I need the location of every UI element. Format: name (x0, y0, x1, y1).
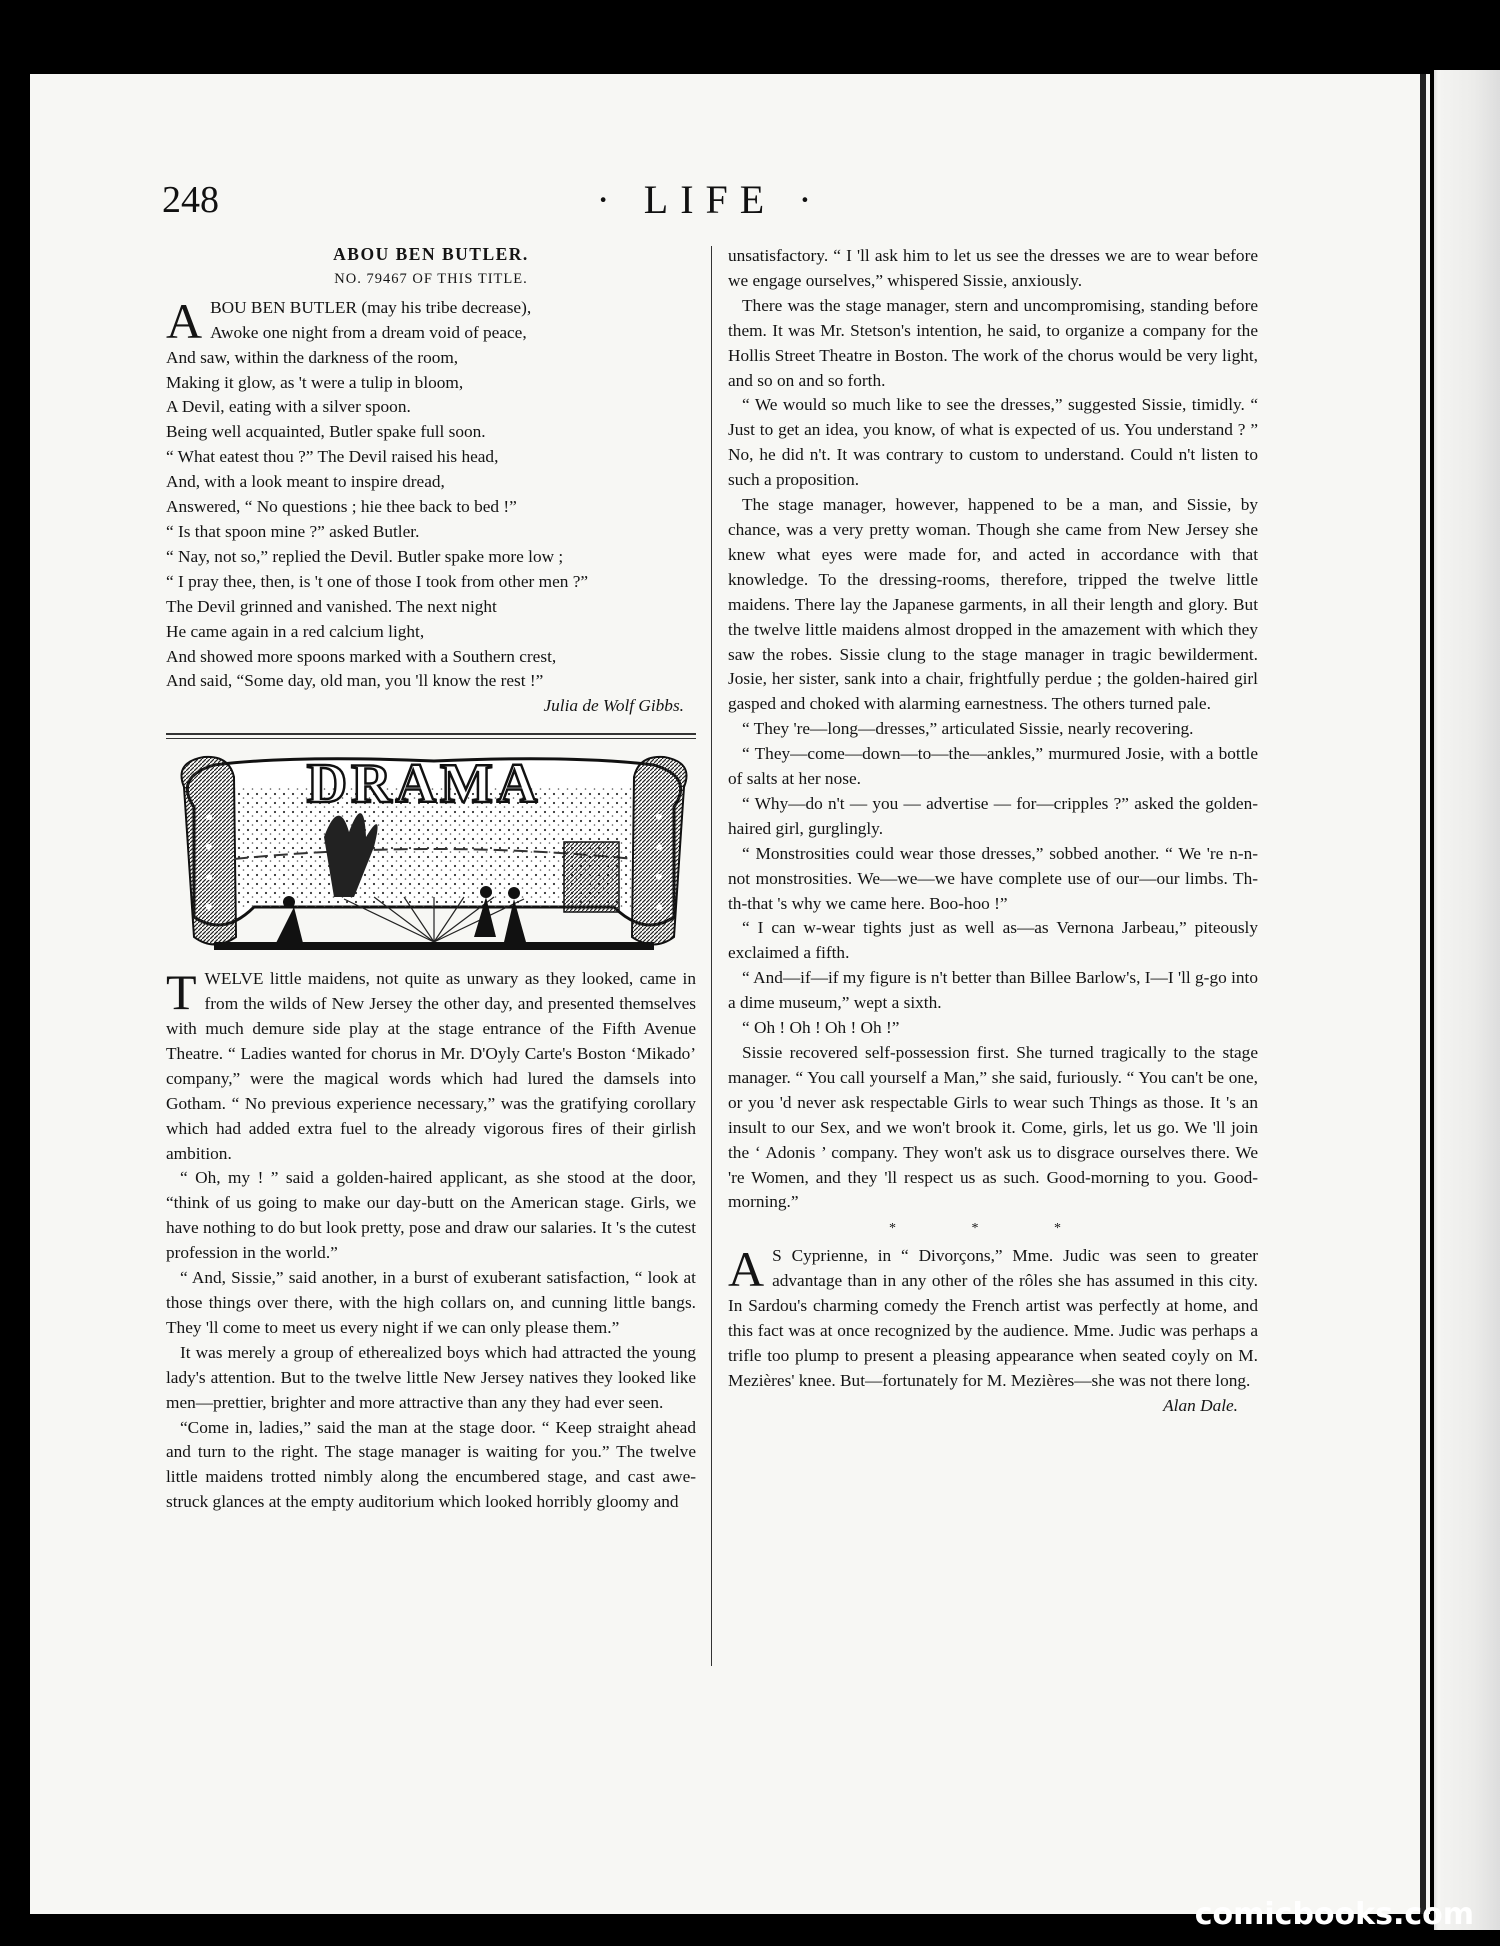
story-paragraph: “ We would so much like to see the dresses,” suggested Sissie, timidly. “ Just to get an idea, you know, of what is expected of us. You understand ? ” No, he did n't. It was contrary to custom to understand. Could n't listen to such a proposition. (728, 395, 1258, 490)
poem-line: Being well acquainted, Butler spake full soon. (166, 422, 486, 442)
story-first-paragraph: TWELVE little maidens, not quite as unwary as they looked, came in from the wilds of New Jersey the other day, and presented themselves with much demure side play at the stage entrance of the Fifth Avenue Theatre. “ Ladies wanted for chorus in Mr. D'Oyly Carte's Boston ‘Mikado’ company,” were the magical words which had lured the damsels into Gotham. “ No previous experience necessary,” was the gratifying corollary which had added extra fuel to the already vigorous fires of their girlish ambition. (166, 964, 696, 1163)
poem-line: “ Nay, not so,” replied the Devil. Butler spake more low ; (166, 546, 564, 566)
review-paragraph: A S Cyprienne, in “ Divorçons,” Mme. Judic was seen to greater advantage than in any other of the rôles she has assumed in this city. In Sardou's charming comedy the French artist was perfectly at home, and this fact was at once recognized by the audience. Mme. Judic was perhaps a trifle too plump to present a pleasing appearance when seated coyly on M. Mezières' knee. But—fortunately for M. Mezières—she was not there long. Alan Dale. (728, 1244, 1258, 1393)
review-author: Alan Dale. (1163, 1395, 1238, 1415)
poem-title: ABOU BEN BUTLER. (333, 244, 529, 264)
poem-drop-cap: A (166, 292, 203, 349)
poem-line: “ I pray thee, then, is 't one of those I took from other men ?” (166, 571, 589, 591)
review-drop-cap: A (728, 1241, 765, 1298)
story-paragraph: “ I can w-wear tights just as well as—as Vernona Jarbeau,” piteously exclaimed a fifth. (728, 918, 1258, 963)
story-paragraph: “ They 're—long—dresses,” articulated Sissie, nearly recovering. (742, 719, 1194, 739)
next-page-edge (1434, 70, 1500, 1930)
story-paragraph: The stage manager, however, happened to be a man, and Sissie, by chance, was a very pretty woman. Though she came from New Jersey she knew what eyes were made for, and acted in accordance with that knowledge. To the dressing-rooms, therefore, tripped the twelve little maidens. There lay the Japanese garments, in all their length and glory. But the twelve little maidens almost dropped in the amazement with which they saw the robes. Sissie clung to the stage manager in tragic bewilderment. Josie, her sister, sank into a chair, frightfully perdue ; the golden-haired girl gasped and choked with alarming earnestness. The others turned pale. (728, 495, 1258, 714)
right-column (728, 244, 1258, 1419)
story-paragraph: “ And—if—if my figure is n't better than Billee Barlow's, I—I 'll g-go into a dime museum,” wept a sixth. (728, 968, 1258, 1013)
poem-line: And saw, within the darkness of the room, (166, 347, 459, 367)
poem-first-line: ABOU BEN BUTLER (may his tribe decrease), (166, 292, 532, 349)
poem-line: The Devil grinned and vanished. The next night (166, 596, 497, 616)
masthead-title: · LIFE · (596, 177, 824, 222)
section-divider (166, 733, 696, 739)
story-paragraph: “ Why—do n't — you — advertise — for—cripples ?” asked the golden-haired girl, gurglingly. (728, 793, 1258, 838)
story-continuation: unsatisfactory. “ I 'll ask him to let us see the dresses we are to wear before we engage ourselves,” whispered Sissie, anxiously. (728, 246, 1258, 290)
story-paragraph: Sissie recovered self-possession first. She turned tragically to the stage manager. “ You call yourself a Man,” she said, furiously. “ You can't be one, or you 'd never ask respectable Girls to wear such Things as those. It 's an insult to our Sex, and we won't brook it. Come, girls, let us go. We 'll join the ‘ Adonis ’ company. They won't ask us to disgrace ourselves there. We 're Women, and they 'll respect us as such. Good-morning to you. Good-morning.” (728, 1043, 1258, 1212)
story-paragraph: It was merely a group of etherealized boys which had attracted the young lady's attention. But to the twelve little New Jersey natives they looked like men—prettier, brighter and more attractive than any they had ever seen. (166, 1342, 696, 1412)
page-edge-line (1420, 74, 1426, 1914)
story-paragraph: There was the stage manager, stern and uncompromising, standing before them. It was Mr. Stetson's intention, he said, to organize a company for the Hollis Street Theatre in Boston. The work of the chorus would be very light, and so on and so forth. (728, 295, 1258, 390)
poem-author: Julia de Wolf Gibbs. (543, 696, 684, 716)
poem-line: And, with a look meant to inspire dread, (166, 472, 445, 492)
story-paragraph: “ Oh ! Oh ! Oh ! Oh !” (742, 1018, 900, 1038)
poem-line: Making it glow, as 't were a tulip in bloom, (166, 372, 464, 392)
story-paragraph: “ And, Sissie,” said another, in a burst of exuberant satisfaction, “ look at those things over there, with the high collars on, and cunning little bangs. They 'll come to meet us every night if we can only please them.” (166, 1268, 696, 1337)
left-column (166, 242, 696, 1515)
story-paragraph: “ Oh, my ! ” said a golden-haired applicant, as she stood at the door, “think of us going to make our day-butt on the American stage. Girls, we have nothing to do but look pretty, pose and draw our salaries. It 's the cutest profession in the world.” (166, 1168, 696, 1263)
poem-subtitle: NO. 79467 OF THIS TITLE. (334, 270, 528, 287)
poem-line: He came again in a red calcium light, (166, 621, 425, 641)
drama-banner-illustration (174, 747, 694, 959)
story-drop-cap: T (166, 964, 197, 1021)
poem-line: “ Is that spoon mine ?” asked Butler. (166, 521, 420, 541)
story-paragraph: “ They—come—down—to—the—ankles,” murmured Josie, with a bottle of salts at her nose. (728, 744, 1258, 789)
column-divider (711, 246, 712, 1666)
story-paragraph: “ Monstrosities could wear those dresses,” sobbed another. “ We 're n-n-not monstrosities. We—we—we have complete use of our—our limbs. Th-th-that 's why we came here. Boo-hoo !” (728, 843, 1258, 913)
poem-line: Awoke one night from a dream void of peace, (210, 322, 527, 342)
watermark-logo: comicbooks.com (1194, 1897, 1474, 1932)
poem-line: And showed more spoons marked with a Southern crest, (166, 646, 557, 666)
poem-body (166, 292, 696, 695)
page-number: 248 (162, 179, 219, 221)
poem-line: Answered, “ No questions ; hie thee back to bed !” (166, 497, 517, 517)
poem-line: “ What eatest thou ?” The Devil raised his head, (166, 447, 499, 467)
poem-line: A Devil, eating with a silver spoon. (166, 397, 411, 417)
story-paragraph: “Come in, ladies,” said the man at the stage door. “ Keep straight ahead and turn to the right. The stage manager is waiting for you.” The twelve little maidens trotted nimbly along the encumbered stage, and cast awe-struck glances at the empty auditorium which looked horribly gloomy and (166, 1417, 696, 1512)
section-stars: * * * (889, 1221, 1097, 1237)
poem-line: And said, “Some day, old man, you 'll know the rest !” (166, 671, 544, 691)
drama-banner-title: DRAMA (306, 753, 542, 816)
